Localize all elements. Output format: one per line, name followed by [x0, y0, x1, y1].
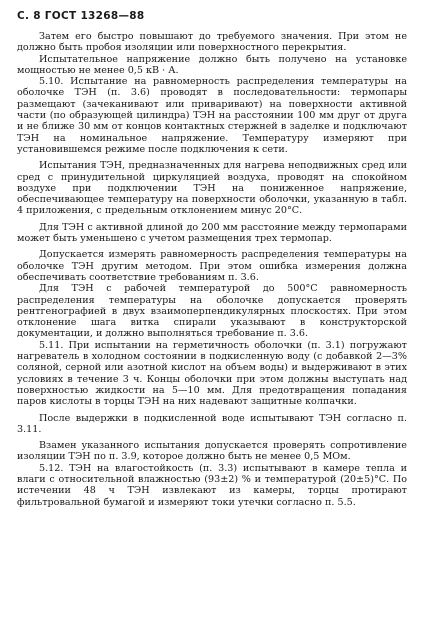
- paragraph: Затем его быстро повышают до требуемого значения. При этом не должно быть пробоя изоляции или поверхностного перекрытия.: [17, 31, 407, 54]
- paragraph: 5.11. При испытании на герметичность оболочки (п. 3.1) погружают нагреватель в холодном состоянии в подкисленную воду (с добавкой 2—3% соляной, серной или азотной кислот на объем воды) и выдерживают в этих условиях в течение 3 ч. Концы оболочки при этом должны выступать над поверхностью жидкости на 5—10 мм. Для предотвращения попадания паров кислоты в торцы ТЭН на них надевают защитные колпачки.: [17, 339, 407, 408]
- page-header: С. 8 ГОСТ 13268—88: [17, 10, 145, 22]
- paragraph: Допускается измерять равномерность распределения температуры на оболочке ТЭН другим методом. При этом ошибка измерения должна обеспечивать соответствие требованиям п. 3.6.: [17, 249, 407, 283]
- paragraph: Для ТЭН с активной длиной до 200 мм расстояние между термопарами может быть уменьшено с учетом размещения трех термопар.: [17, 221, 407, 245]
- paragraph: Испытательное напряжение должно быть получено на установке мощностью не менее 0,5 кВ · А.: [17, 53, 407, 76]
- paragraph: 5.12. ТЭН на влагостойкость (п. 3.3) испытывают в камере тепла и влаги с относительной влажностью (93±2) % и температурой (20±5)°С. По истечении 48 ч ТЭН извлекают из камеры, торцы протирают фильтровальной бумагой и измеряют токи утечки согласно п. 5.5.: [17, 462, 407, 508]
- paragraph: 5.10. Испытание на равномерность распределения температуры на оболочке ТЭН (п. 3.6) проводят в последовательности: термопары размещают (зачеканивают или приваривают) на поверхности активной части (по образующей цилиндра) ТЭН на расстоянии 100 мм друг от друга и не ближе 30 мм от концов контактных стержней в заделке и подключают ТЭН на номинальное напряжение. Температуру измеряют при установившемся режиме после подключения к сети.: [17, 76, 407, 155]
- paragraph: Испытания ТЭН, предназначенных для нагрева неподвижных сред или сред с принудительной циркуляцией воздуха, проводят на спокойном воздухе при подключении ТЭН на пониженное напряжение, обеспечивающее температуру на поверхности оболочки, указанную в табл. 4 приложения, с предельным отклонением минус 20°С.: [17, 160, 407, 217]
- document-body: [17, 31, 407, 508]
- paragraph: Для ТЭН с рабочей температурой до 500°С равномерность распределения температуры на оболочке допускается проверять рентгенографией в двух взаимоперпендикулярных плоскостях. При этом отклонение шага витка спирали указывают в конструкторской документации, и должно выполняться требование п. 3.6.: [17, 283, 407, 340]
- paragraph: После выдержки в подкисленной воде испытывают ТЭН согласно п. 3.11.: [17, 412, 407, 435]
- paragraph: Взамен указанного испытания допускается проверять сопротивление изоляции ТЭН по п. 3.9, которое должно быть не менее 0,5 МОм.: [17, 440, 407, 463]
